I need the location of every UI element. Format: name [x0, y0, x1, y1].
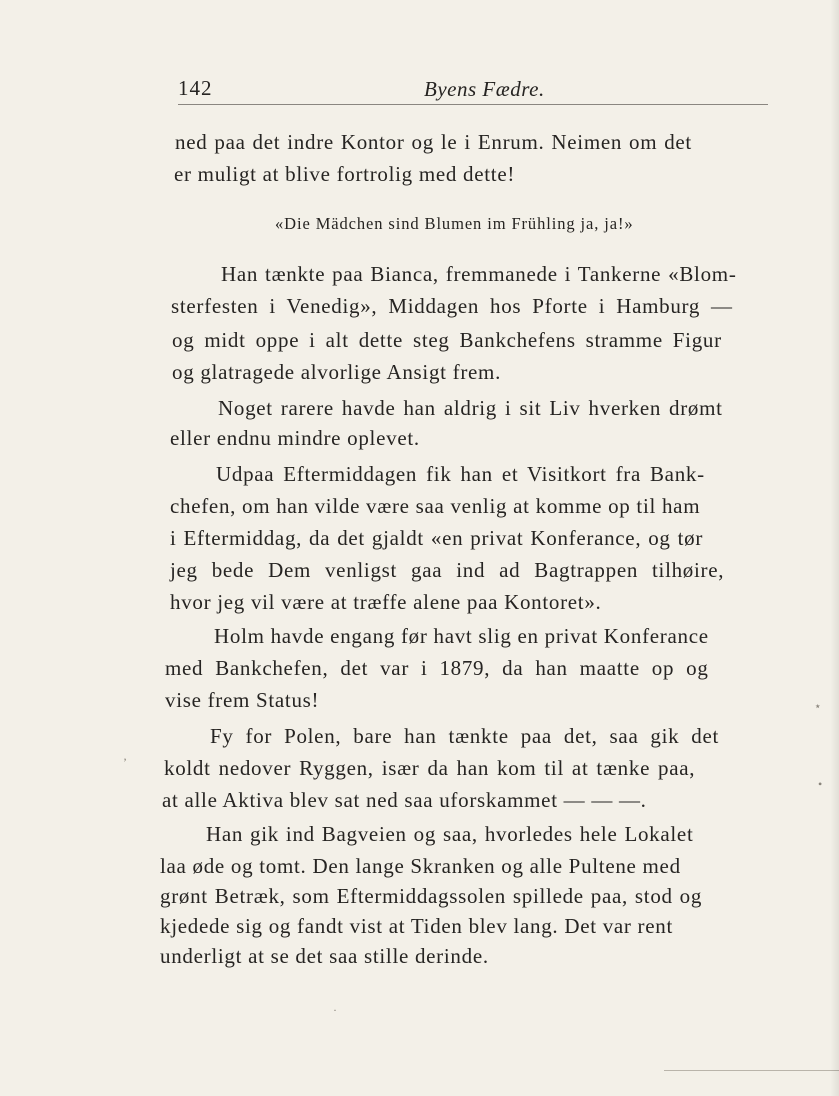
text-line: Noget rarere havde han aldrig i sit Liv hverken drømt — [218, 396, 723, 420]
text-line: laa øde og tomt. Den lange Skranken og alle Pultene med — [160, 854, 681, 878]
text-line: ned paa det indre Kontor og le i Enrum. Neimen om det — [175, 130, 692, 154]
stray-ink-mark: · — [333, 1003, 337, 1017]
page-number: 142 — [178, 76, 213, 100]
text-line: hvor jeg vil være at træffe alene paa Kontoret». — [170, 590, 602, 614]
text-line: jeg bede Dem venligst gaa ind ad Bagtrappen tilhøire, — [170, 558, 725, 582]
page-header — [178, 76, 770, 106]
text-line: i Eftermiddag, da det gjaldt «en privat Konferance, og tør — [170, 526, 704, 550]
text-line: grønt Betræk, som Eftermiddagssolen spillede paa, stod og — [160, 884, 703, 908]
binding-shadow — [830, 0, 839, 1096]
text-line: at alle Aktiva blev sat ned saa uforskammet — — —. — [162, 788, 647, 812]
text-line: chefen, om han vilde være saa venlig at komme op til ham — [170, 494, 701, 518]
text-line: vise frem Status! — [165, 688, 320, 712]
margin-mark: • — [818, 777, 823, 791]
text-line: kjedede sig og fandt vist at Tiden blev lang. Det var rent — [160, 914, 674, 938]
text-line: Udpaa Eftermiddagen fik han et Visitkort fra Bank- — [216, 462, 705, 486]
text-line: Han tænkte paa Bianca, fremmanede i Tankerne «Blom- — [221, 262, 737, 286]
corner-rule — [664, 1070, 839, 1071]
text-line: og midt oppe i alt dette steg Bankchefens stramme Figur — [172, 328, 722, 352]
text-line: Fy for Polen, bare han tænkte paa det, saa gik det — [210, 724, 720, 748]
text-line: er muligt at blive fortrolig med dette! — [174, 162, 516, 186]
text-line: eller endnu mindre oplevet. — [170, 426, 420, 450]
text-line: Han gik ind Bagveien og saa, hvorledes hele Lokalet — [206, 822, 694, 846]
stray-ink-mark: ’ — [123, 755, 127, 769]
text-line: Holm havde engang før havt slig en privat Konferance — [214, 624, 709, 648]
quote-line: «Die Mädchen sind Blumen im Frühling ja, ja!» — [275, 214, 634, 233]
header-rule — [178, 104, 768, 105]
margin-mark: ⋆ — [814, 699, 822, 713]
text-line: underligt at se det saa stille derinde. — [160, 944, 489, 968]
text-line: sterfesten i Venedig», Middagen hos Pforte i Hamburg — — [171, 294, 733, 318]
running-title: Byens Fædre. — [424, 77, 545, 101]
text-line: koldt nedover Ryggen, især da han kom til at tænke paa, — [164, 756, 696, 780]
text-line: med Bankchefen, det var i 1879, da han maatte op og — [165, 656, 709, 680]
text-line: og glatragede alvorlige Ansigt frem. — [172, 360, 502, 384]
